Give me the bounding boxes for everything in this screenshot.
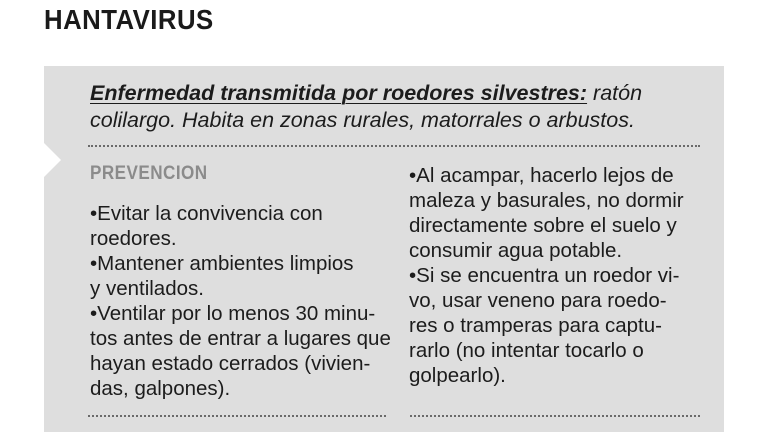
text-line: tos antes de entrar a lugares que <box>90 327 391 350</box>
divider-top <box>88 145 700 147</box>
text-line: res o tramperas para captu- <box>409 314 662 337</box>
prevention-left-column <box>90 201 400 401</box>
text-line: •Al acampar, hacerlo lejos de <box>409 164 674 187</box>
text-line: •Evitar la convivencia con <box>90 202 323 225</box>
text-line: •Si se encuentra un roedor vi- <box>409 264 680 287</box>
text-line: vo, usar veneno para roedo- <box>409 289 667 312</box>
text-line: hayan estado cerrados (vivien- <box>90 352 371 375</box>
intro-rest-line1: ratón <box>587 81 643 105</box>
text-line: das, galpones). <box>90 377 231 400</box>
text-line: maleza y basurales, no dormir <box>409 189 684 212</box>
text-line: •Ventilar por lo menos 30 minu- <box>90 302 376 325</box>
intro-lead: Enfermedad transmitida por roedores silvestres: <box>90 81 588 105</box>
text-line: consumir agua potable. <box>409 239 623 262</box>
text-line: y ventilados. <box>90 277 204 300</box>
text-line: •Mantener ambientes limpios <box>90 252 354 275</box>
headline: HANTAVIRUS <box>44 4 214 35</box>
divider-bottom-right <box>410 415 700 417</box>
text-line: rarlo (no intentar tocarlo o <box>409 339 644 362</box>
intro-text <box>90 80 710 134</box>
box-pointer-notch <box>44 143 61 177</box>
section-label-prevention: PREVENCION <box>90 163 208 184</box>
divider-bottom-left <box>88 415 386 417</box>
text-line: golpearlo). <box>409 364 506 387</box>
text-line: directamente sobre el suelo y <box>409 214 677 237</box>
text-line: roedores. <box>90 227 177 250</box>
prevention-right-column <box>409 163 719 388</box>
intro-line2: colilargo. Habita en zonas rurales, matorrales o arbustos. <box>90 108 635 132</box>
